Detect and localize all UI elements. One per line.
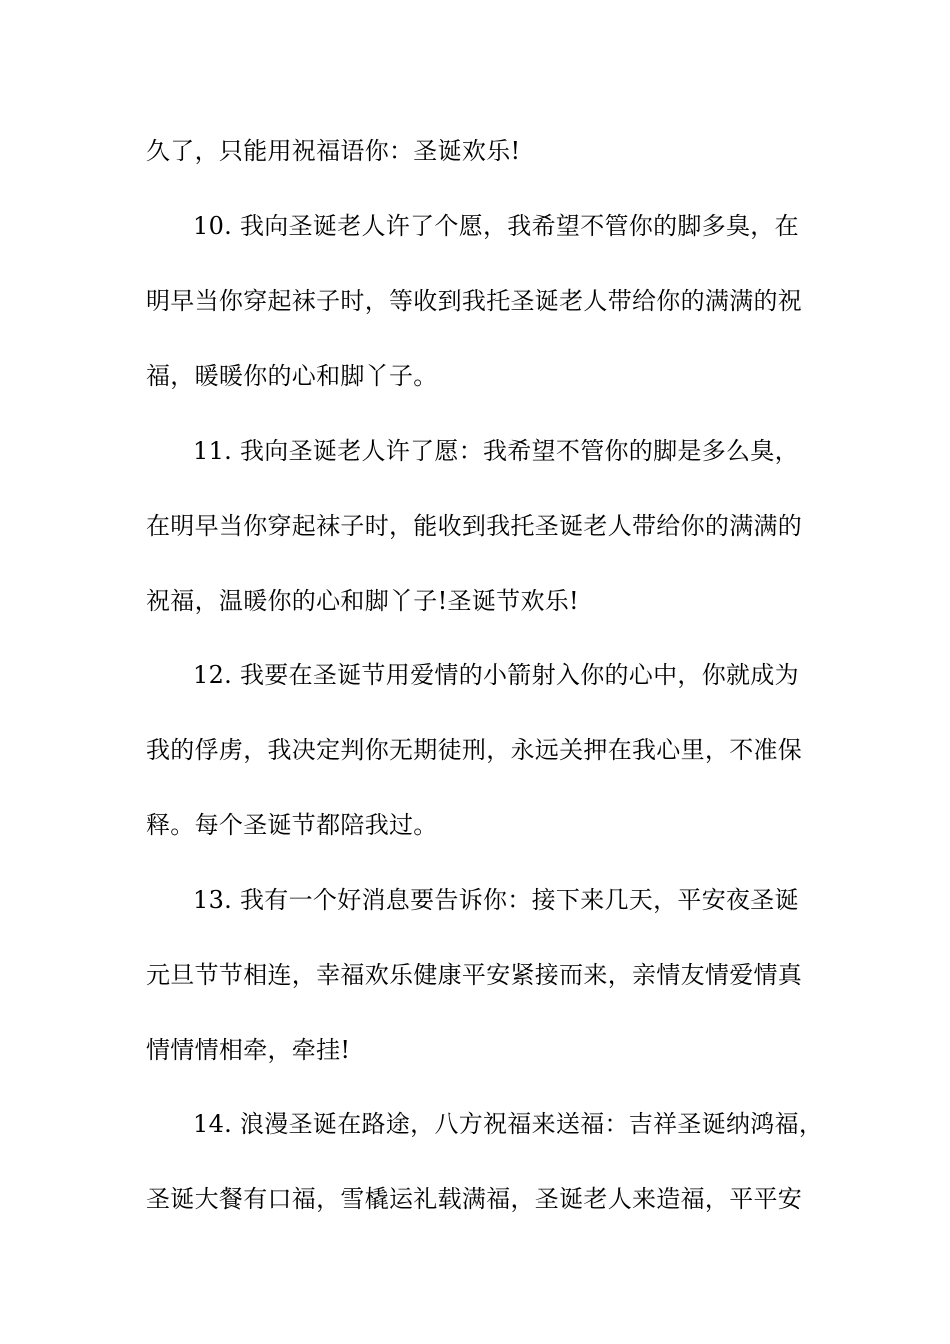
paragraph-13-line-2: 元旦节节相连，幸福欢乐健康平安紧接而来，亲情友情爱情真 xyxy=(146,961,803,989)
paragraph-13-line-3: 情情情相牵，牵挂! xyxy=(146,1036,351,1064)
paragraph-12-line-3: 释。每个圣诞节都陪我过。 xyxy=(146,811,438,839)
paragraph-12-line-2: 我的俘虏，我决定判你无期徒刑，永远关押在我心里，不准保 xyxy=(146,736,803,764)
paragraph-10-line-3: 福，暖暖你的心和脚丫子。 xyxy=(146,362,438,390)
paragraph-10-line-2: 明早当你穿起袜子时，等收到我托圣诞老人带给你的满满的祝 xyxy=(146,287,803,315)
paragraph-14-line-1: 14. 浪漫圣诞在路途，八方祝福来送福：吉祥圣诞纳鸿福， xyxy=(193,1110,824,1138)
paragraph-14-line-2: 圣诞大餐有口福，雪橇运礼载满福，圣诞老人来造福，平平安 xyxy=(146,1185,803,1213)
paragraph-13-line-1: 13. 我有一个好消息要告诉你：接下来几天，平安夜圣诞 xyxy=(193,886,799,914)
paragraph-11-line-1: 11. 我向圣诞老人许了愿：我希望不管你的脚是多么臭， xyxy=(193,437,799,465)
text-line-1: 久了，只能用祝福语你：圣诞欢乐! xyxy=(146,137,521,165)
paragraph-11-line-3: 祝福，温暖你的心和脚丫子!圣诞节欢乐! xyxy=(146,587,579,615)
paragraph-11-line-2: 在明早当你穿起袜子时，能收到我托圣诞老人带给你的满满的 xyxy=(146,512,803,540)
paragraph-12-line-1: 12. 我要在圣诞节用爱情的小箭射入你的心中，你就成为 xyxy=(193,661,799,689)
paragraph-10-line-1: 10. 我向圣诞老人许了个愿，我希望不管你的脚多臭，在 xyxy=(193,212,799,240)
